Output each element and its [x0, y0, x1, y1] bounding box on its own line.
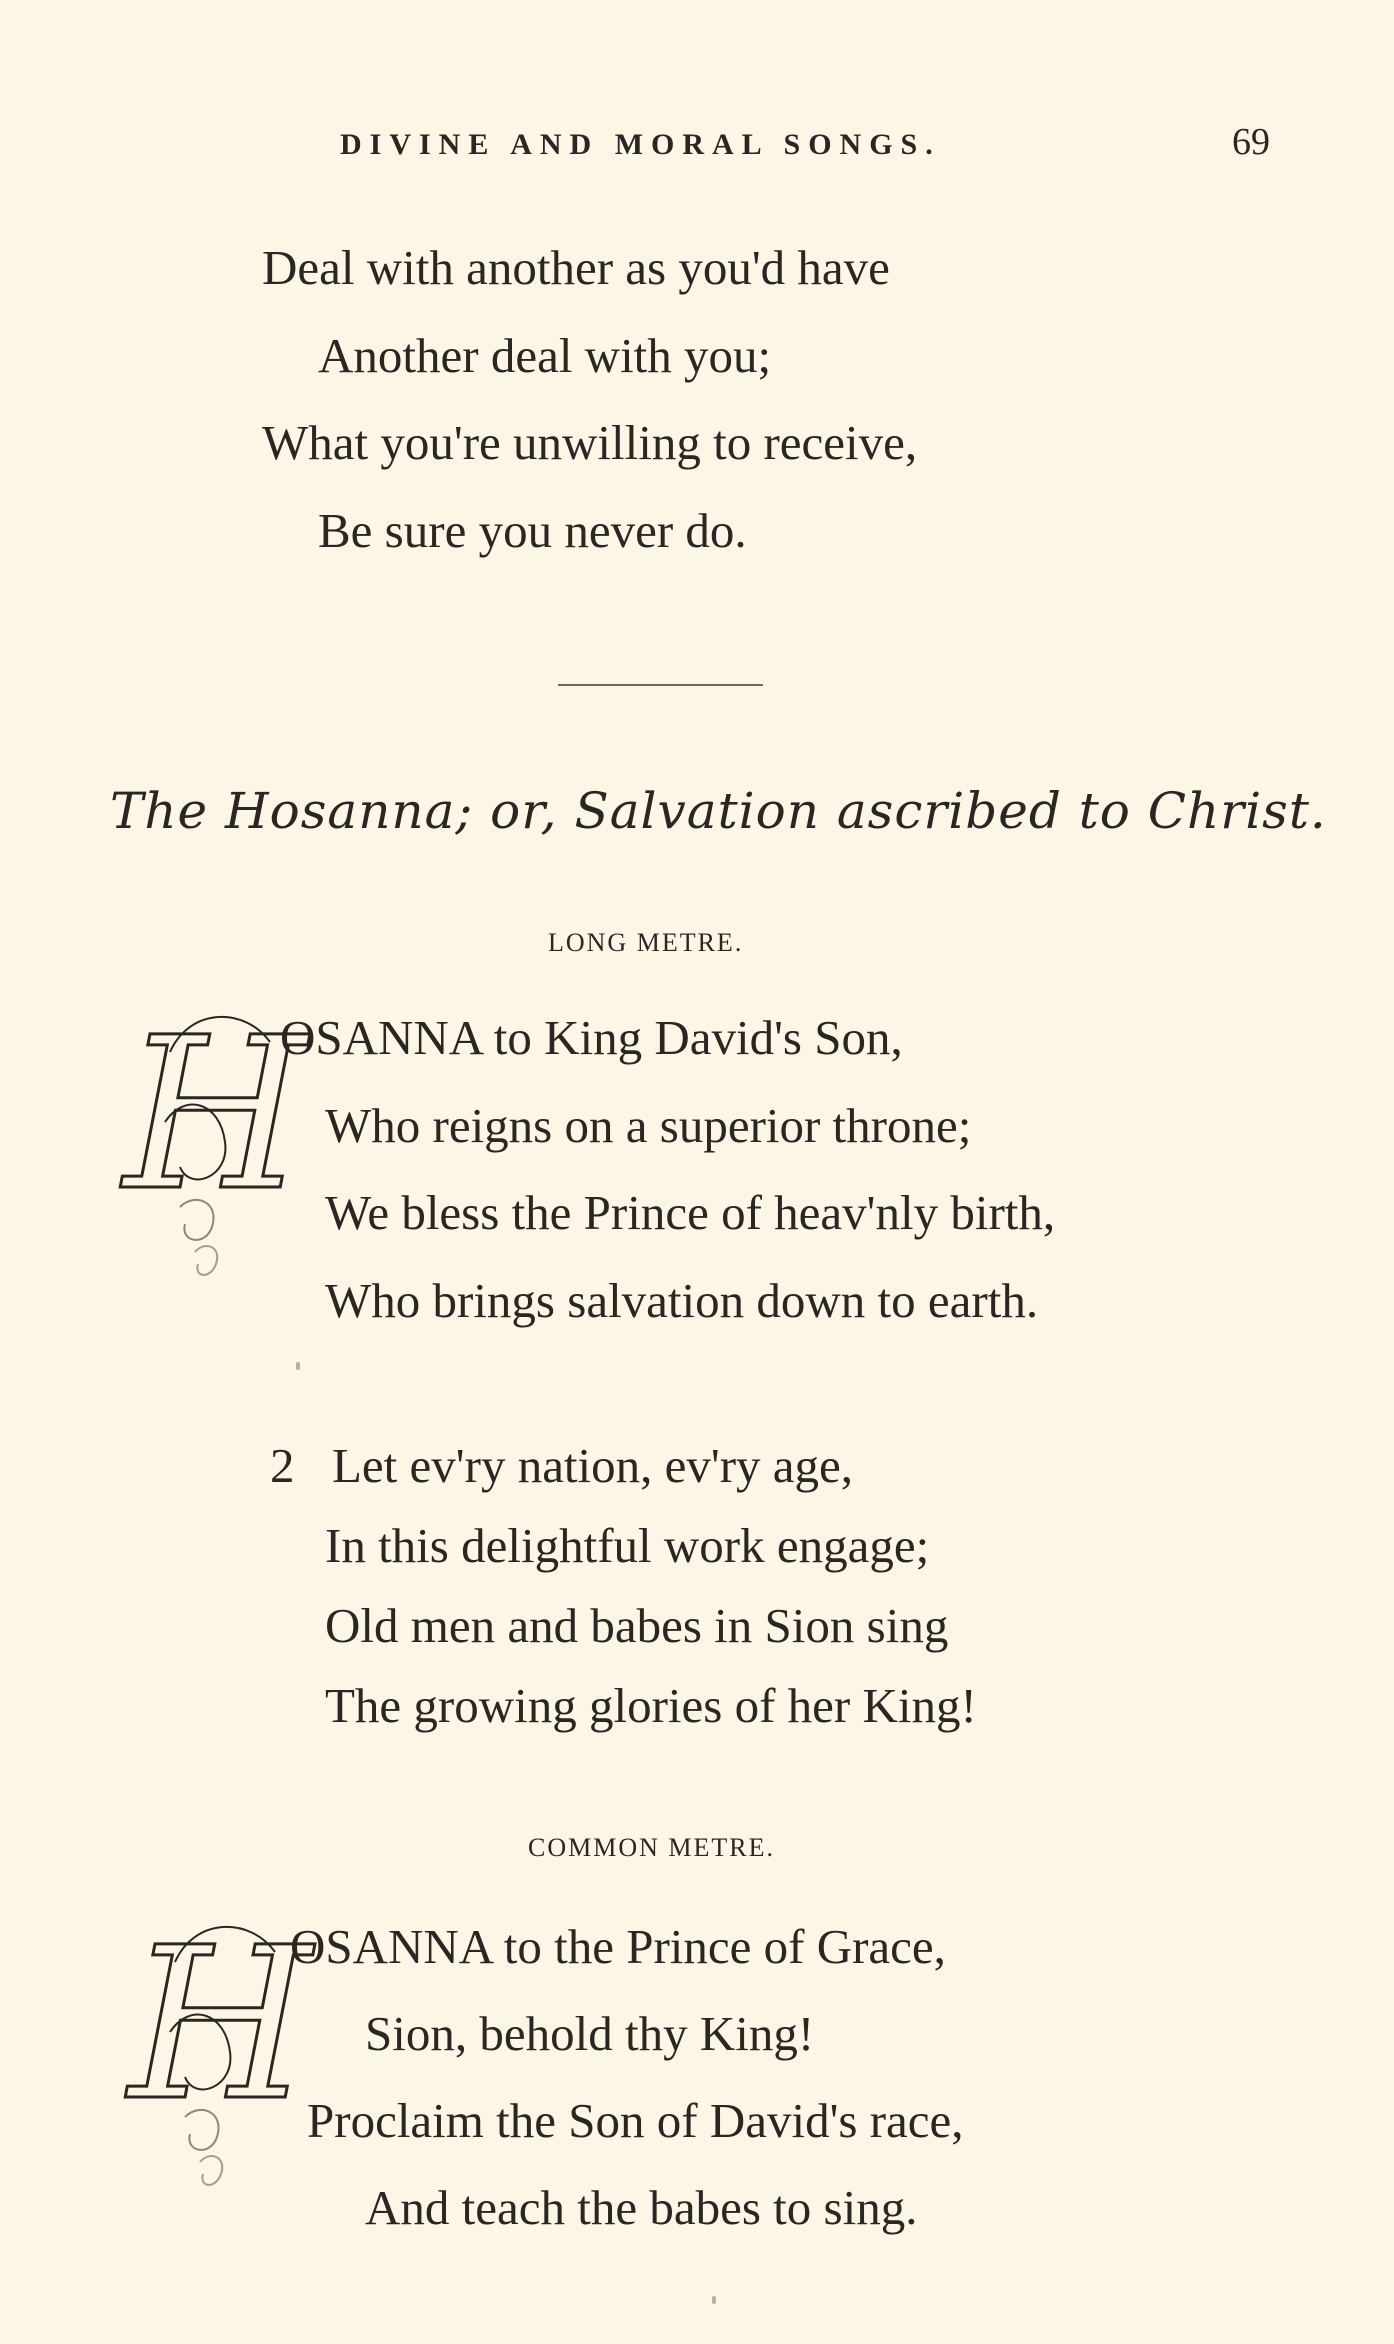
verse-line: Who brings salvation down to earth.	[325, 1273, 1039, 1328]
verse-line: Old men and babes in Sion sing	[325, 1598, 949, 1653]
svg-text:H: H	[128, 1902, 312, 2147]
svg-text:H: H	[123, 992, 307, 1237]
verse-line: In this delightful work engage;	[325, 1518, 930, 1573]
verse-line: What you're unwilling to receive,	[262, 415, 918, 470]
hymn-title: The Hosanna; or, Salvation ascribed to Christ.	[110, 782, 1327, 840]
verse-line: OSANNA to the Prince of Grace,	[290, 1919, 946, 1974]
common-metre-label: COMMON METRE.	[528, 1833, 776, 1862]
verse-line: Be sure you never do.	[318, 503, 747, 558]
stanza-number: 2	[270, 1438, 295, 1493]
verse-line: Sion, behold thy King!	[365, 2006, 815, 2061]
verse-line: Deal with another as you'd have	[262, 240, 890, 295]
verse-line: We bless the Prince of heav'nly birth,	[325, 1185, 1056, 1240]
print-speck	[296, 1362, 300, 1370]
decorated-initial-h-icon	[128, 1902, 312, 2202]
decorated-initial-h-icon	[123, 992, 307, 1292]
verse-line: Who reigns on a superior throne;	[325, 1098, 972, 1153]
print-speck	[712, 2296, 716, 2304]
verse-line: And teach the babes to sing.	[365, 2180, 918, 2235]
verse-line: The growing glories of her King!	[325, 1678, 977, 1733]
long-metre-label: LONG METRE.	[548, 928, 744, 957]
verse-line: OSANNA to King David's Son,	[280, 1010, 903, 1065]
verse-line: Let ev'ry nation, ev'ry age,	[332, 1438, 854, 1493]
running-head: DIVINE AND MORAL SONGS.	[340, 128, 941, 161]
verse-line: Another deal with you;	[318, 328, 772, 383]
verse-line: Proclaim the Son of David's race,	[307, 2093, 964, 2148]
page-number: 69	[1232, 121, 1270, 163]
section-divider	[558, 684, 763, 686]
